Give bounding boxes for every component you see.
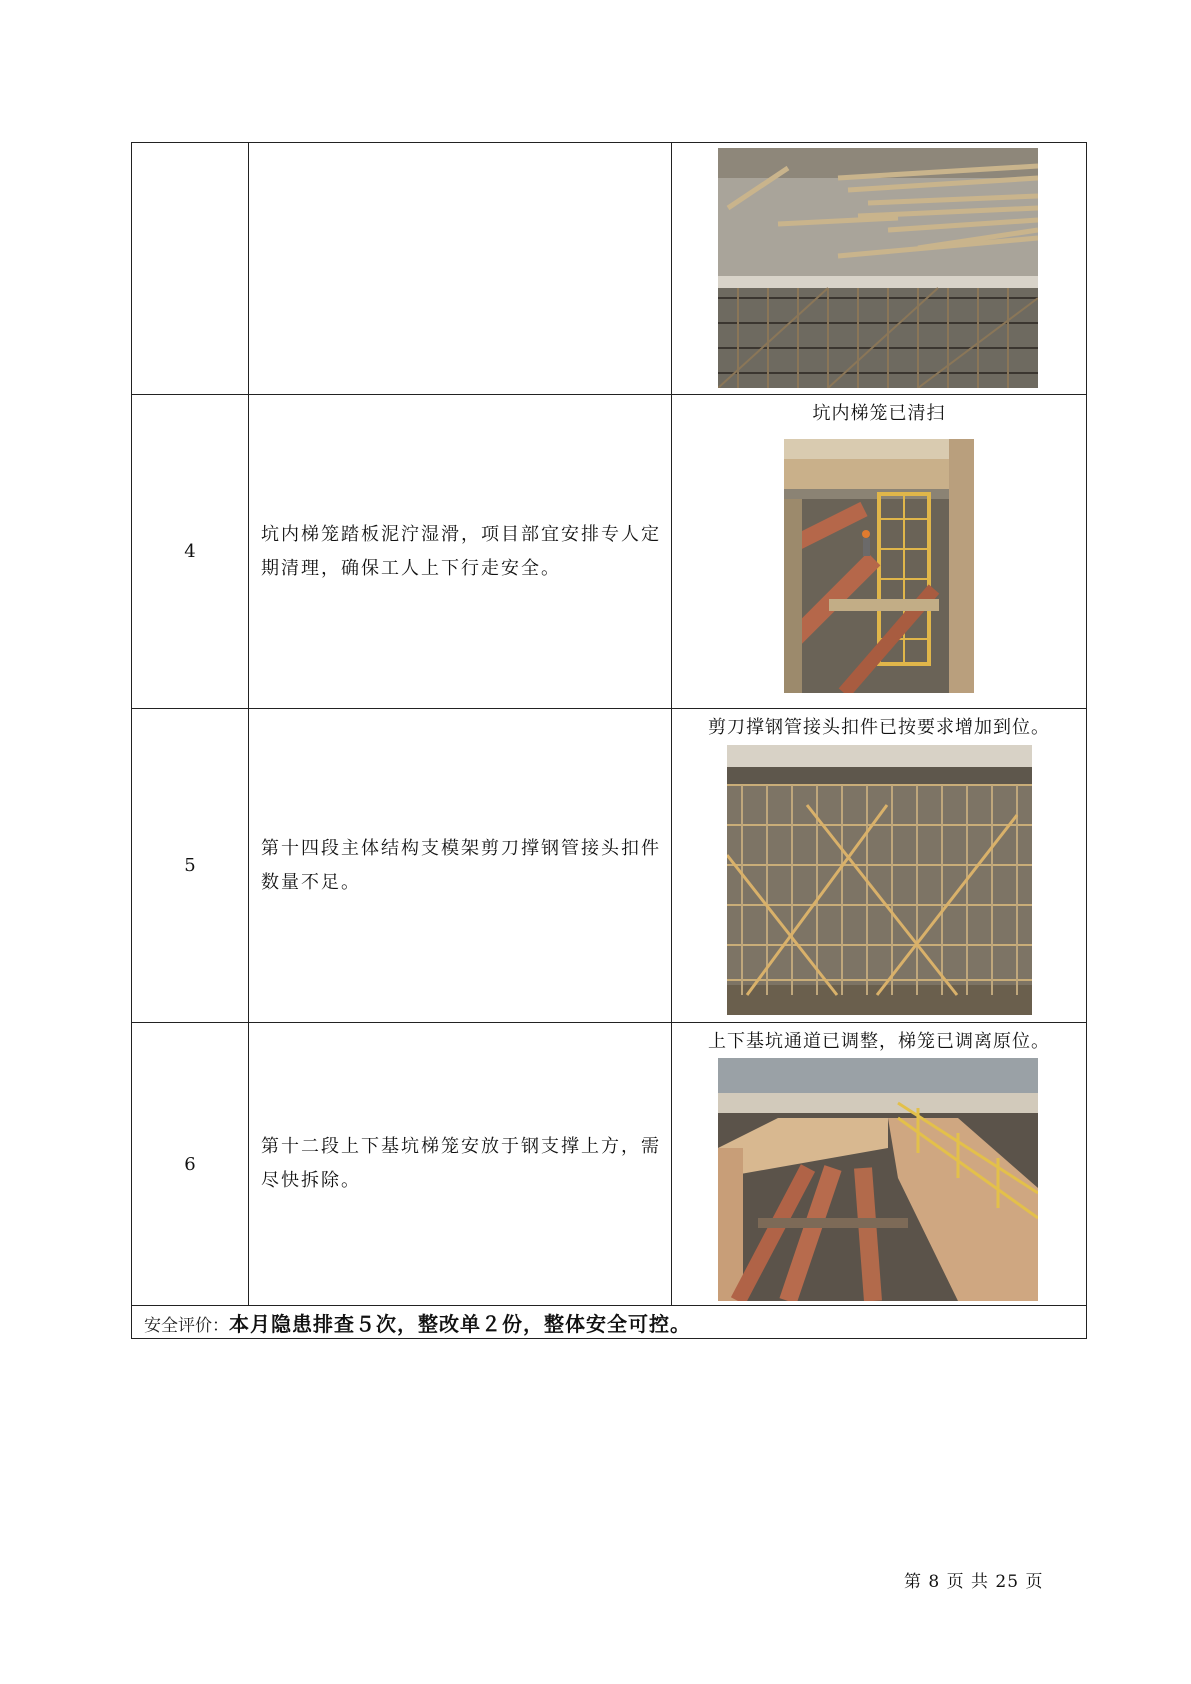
evaluation-cell: [132, 1306, 1087, 1339]
table-row: [132, 395, 1087, 709]
rectification-cell: [672, 143, 1087, 395]
row-number: 4: [132, 395, 249, 709]
rectification-caption: 剪刀撑钢管接头扣件已按要求增加到位。: [708, 717, 1050, 738]
hazard-description: 第十四段主体结构支模架剪刀撑钢管接头扣件数量不足。: [249, 709, 672, 1023]
photo-scaffolding-timber: [718, 148, 1038, 388]
rectification-cell: [672, 1023, 1087, 1306]
evaluation-label: 安全评价：: [144, 1315, 229, 1336]
inspection-table: [131, 142, 1087, 1339]
hazard-description: 坑内梯笼踏板泥泞湿滑，项目部宜安排专人定期清理，确保工人上下行走安全。: [249, 395, 672, 709]
hazard-description: [249, 143, 672, 395]
evaluation-text: 本月隐患排查５次，整改单２份，整体安全可控。: [229, 1311, 691, 1336]
row-number: 5: [132, 709, 249, 1023]
rectification-cell: [672, 395, 1087, 709]
photo-pit-ladder-cage: [784, 439, 974, 693]
table-row: [132, 709, 1087, 1023]
row-number: [132, 143, 249, 395]
table-row: [132, 1023, 1087, 1306]
page-number: 第 8 页 共 25 页: [904, 1572, 1044, 1592]
rectification-caption: 坑内梯笼已清扫: [812, 403, 946, 424]
row-number: 6: [132, 1023, 249, 1306]
photo-formwork-scaffold: [727, 745, 1032, 1015]
table-row: [132, 143, 1087, 395]
evaluation-row: [132, 1306, 1087, 1339]
photo-foundation-pit-access: [718, 1058, 1038, 1301]
rectification-cell: [672, 709, 1087, 1023]
hazard-description: 第十二段上下基坑梯笼安放于钢支撑上方，需尽快拆除。: [249, 1023, 672, 1306]
rectification-caption: 上下基坑通道已调整，梯笼已调离原位。: [708, 1031, 1050, 1052]
